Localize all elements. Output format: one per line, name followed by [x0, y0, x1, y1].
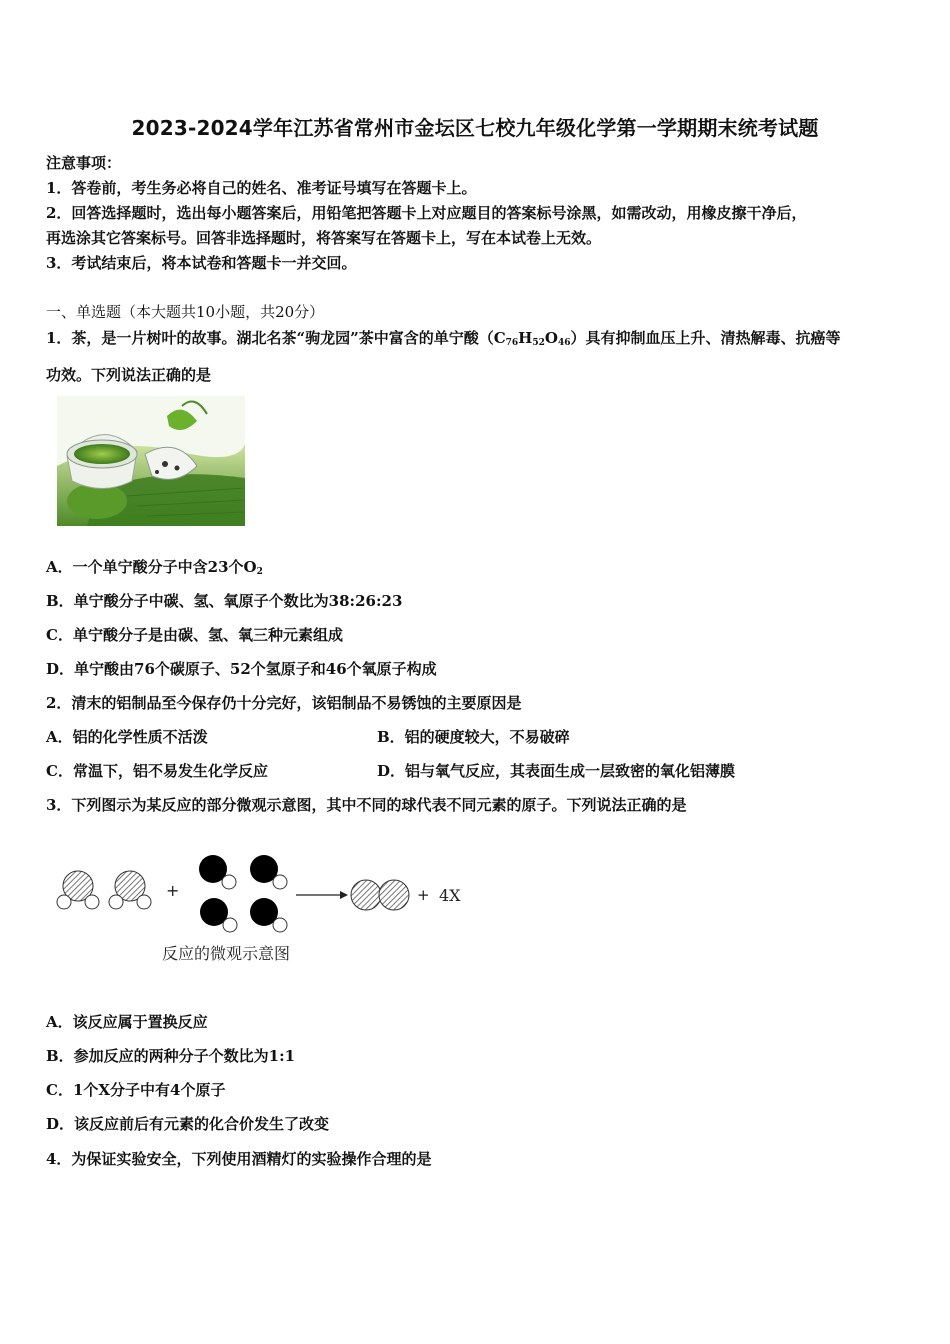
q1-stem-prefix: 1．茶，是一片树叶的故事。湖北名茶“驹龙园”茶中富含的单宁酸（C [46, 329, 506, 347]
page-title: 2023-2024学年江苏省常州市金坛区七校九年级化学第一学期期末统考试题 [131, 116, 819, 140]
reactant-molecule-2 [109, 871, 151, 909]
q1-o: O [544, 329, 558, 347]
q1-option-d[interactable]: D．单宁酸由76个碳原子、52个氢原子和46个氧原子构成 [46, 660, 437, 678]
q2-option-b[interactable]: B．铝的硬度较大，不易破碎 [377, 728, 570, 746]
notice-heading: 注意事项： [46, 154, 122, 172]
q4-stem: 4．为保证实验安全，下列使用酒精灯的实验操作合理的是 [46, 1150, 432, 1168]
q3-stem: 3．下列图示为某反应的部分微观示意图，其中不同的球代表不同元素的原子。下列说法正确的是 [46, 796, 687, 814]
q2-option-c[interactable]: C．常温下，铝不易发生化学反应 [46, 762, 268, 780]
q1-stem-line2: 功效。下列说法正确的是 [46, 366, 212, 384]
notice-item-1: 1．答卷前，考生务必将自己的姓名、准考证号填写在答题卡上。 [46, 179, 477, 197]
q3-option-a[interactable]: A．该反应属于置换反应 [46, 1013, 208, 1031]
q1-sub-c: 76 [505, 338, 519, 348]
notice-item-3: 3．考试结束后，将本试卷和答题卡一并交回。 [46, 254, 357, 272]
q2-option-d[interactable]: D．铝与氧气反应，其表面生成一层致密的氧化铝薄膜 [377, 762, 736, 780]
q3-option-b[interactable]: B．参加反应的两种分子个数比为1:1 [46, 1047, 296, 1065]
reactant-molecule-4 [250, 855, 287, 889]
q3-option-c[interactable]: C．1个X分子中有4个原子 [46, 1081, 226, 1099]
q1-stem-suffix: ）具有抑制血压上升、清热解毒、抗癌等 [570, 329, 841, 347]
notice-item-2-cont: 再选涂其它答案标号。回答非选择题时，将答案写在答题卡上，写在本试卷上无效。 [46, 229, 602, 247]
notice-item-2: 2．回答选择题时，选出每小题答案后，用铅笔把答题卡上对应题目的答案标号涂黑，如需改动，用橡皮擦干净后， [46, 204, 807, 222]
q1-sub-o: 46 [557, 338, 571, 348]
q2-stem: 2．清末的铝制品至今保存仍十分完好，该铝制品不易锈蚀的主要原因是 [46, 694, 522, 712]
q1-option-c[interactable]: C．单宁酸分子是由碳、氢、氧三种元素组成 [46, 626, 343, 644]
product-molecule [351, 880, 409, 910]
plus-sign-2: + [417, 886, 430, 904]
tea-image [57, 396, 245, 526]
q1-stem-line1 [46, 327, 841, 348]
product-4x-label: 4X [439, 886, 461, 905]
reaction-arrow [296, 891, 348, 899]
section-heading: 一、单选题（本大题共10小题，共20分） [46, 303, 325, 321]
q2-option-a[interactable]: A．铝的化学性质不活泼 [46, 728, 208, 746]
q1-sub-h: 52 [532, 338, 545, 348]
reactant-molecule-5 [200, 898, 237, 932]
reactant-molecule-3 [199, 855, 236, 889]
q1-h: H [518, 329, 533, 347]
q1-option-a-sub: 2 [256, 567, 263, 577]
plus-sign-1: + [166, 881, 180, 900]
reactant-molecule-6 [250, 898, 287, 932]
reactant-molecule-1 [57, 871, 99, 909]
q3-option-d[interactable]: D．该反应前后有元素的化合价发生了改变 [46, 1115, 330, 1133]
q1-option-a[interactable] [46, 556, 263, 577]
q1-option-b[interactable]: B．单宁酸分子中碳、氢、氧原子个数比为38:26:23 [46, 592, 403, 610]
q1-option-a-text: A．一个单宁酸分子中含23个O [46, 558, 257, 576]
diagram-caption: 反应的微观示意图 [162, 944, 291, 963]
